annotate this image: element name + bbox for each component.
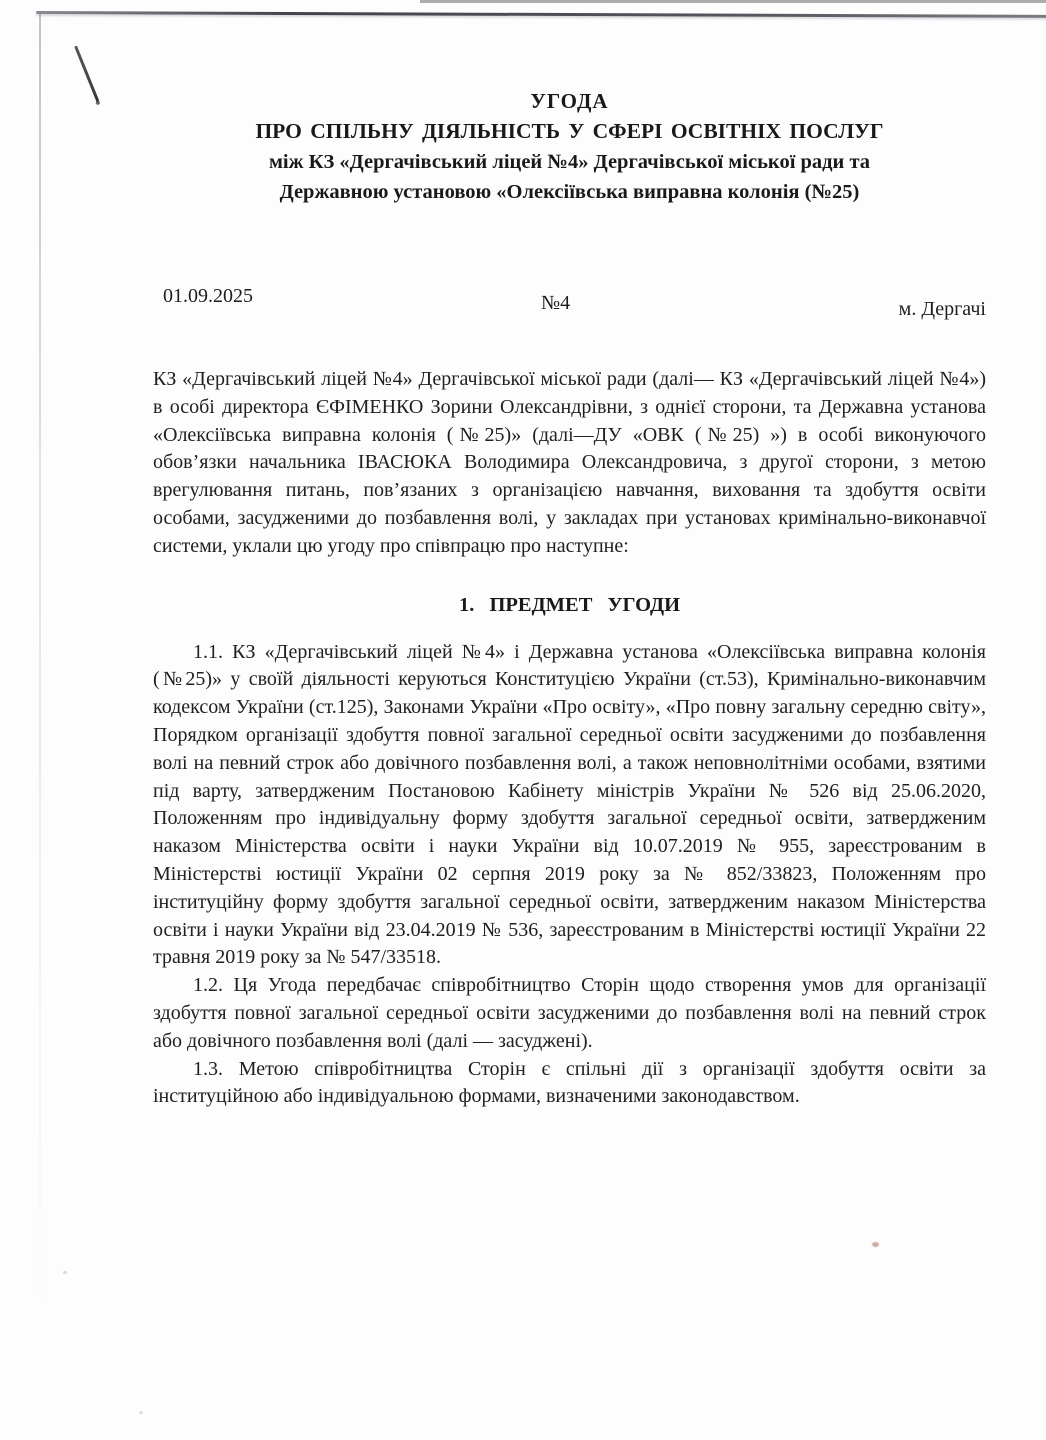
document-parties-line-1: між КЗ «Дергачівський ліцей №4» Дергачівської міської ради та — [268, 151, 871, 173]
clause-1-2: 1.2. Ця Угода передбачає співробітництво Сторін щодо створення умов для організації здобуття повної загальної середньої освіти засудженими до позбавлення волі на певний строк або довічного позбавлення волі (далі — засуджені). — [153, 974, 986, 1052]
ink-speck — [872, 1242, 879, 1247]
pen-mark — [74, 45, 99, 102]
clause-1-1: 1.1. КЗ «Дергачівський ліцей №4» і Державна установа «Олексіївська виправна колонія (№25)» у своїй діяльності керуються Конституцією України (ст.53), Кримінально-виконавчим кодексом України (ст.125), Законами України «Про освіту», «Про повну загальну середню світу», Порядком організації здобуття повної загальної середньої освіти засудженими до позбавлення волі на певний строк або довічного позбавлення волі, а також неповнолітніми особами, взятими під варту, затвердженим Постановою Кабінету міністрів України № 526 від 25.06.2020, Положенням про індивідуальну форму здобуття загальної середньої освіти, затвердженим наказом Міністерства освіти і науки України від 10.07.2019 № 955, зареєстрованим в Міністерстві юстиції України 02 серпня 2019 року за № 852/33823, Положенням про інституційну форму здобуття загальної середньої освіти, затвердженим наказом Міністерства освіти і науки України від 23.04.2019 № 536, зареєстрованим в Міністерстві юстиції України 22 травня 2019 року за № 547/33518. — [153, 640, 986, 969]
ink-speck — [63, 1271, 67, 1274]
document-parties-line-2: Державною установою «Олексіївська виправна колонія (№25) — [279, 181, 860, 203]
scan-edge-left — [39, 14, 41, 1310]
document-number: №4 — [541, 292, 571, 314]
document-subtitle: ПРО СПІЛЬНУ ДІЯЛЬНІСТЬ У СФЕРІ ОСВІТНІХ ПОСЛУГ — [255, 119, 884, 143]
document-title: УГОДА — [530, 89, 609, 113]
clause-1-3: 1.3. Метою співробітництва Сторін є спільні дії з організації здобуття освіти за інституційною або індивідуальною формами, визначеними законодавством. — [153, 1057, 986, 1108]
document-content — [153, 0, 986, 1111]
document-title-block — [153, 86, 986, 207]
ink-speck — [139, 1411, 143, 1414]
document-place: м. Дергачі — [898, 298, 986, 320]
preamble-paragraph: КЗ «Дергачівський ліцей №4» Дергачівської міської ради (далі— КЗ «Дергачівський ліцей №4») в особі директора ЄФІМЕНКО Зорини Олександрівни, з однієї сторони, та Державна установа «Олексіївська виправна колонія (№25)» (далі—ДУ «ОВК (№25) ») в особі виконуючого обов’язки начальника ІВАСЮКА Володимира Олександровича, з другої сторони, з метою врегулювання питань, пов’язаних з організацією навчання, виховання та здобуття освіти особами, засудженими до позбавлення волі, у закладах при установах кримінально-виконавчої системи, уклали цю угоду про співпрацю про наступне: — [153, 368, 986, 557]
document-date: 01.09.2025 — [163, 285, 253, 307]
date-row — [153, 285, 986, 320]
section-1-heading: 1. ПРЕДМЕТ УГОДИ — [458, 593, 681, 616]
